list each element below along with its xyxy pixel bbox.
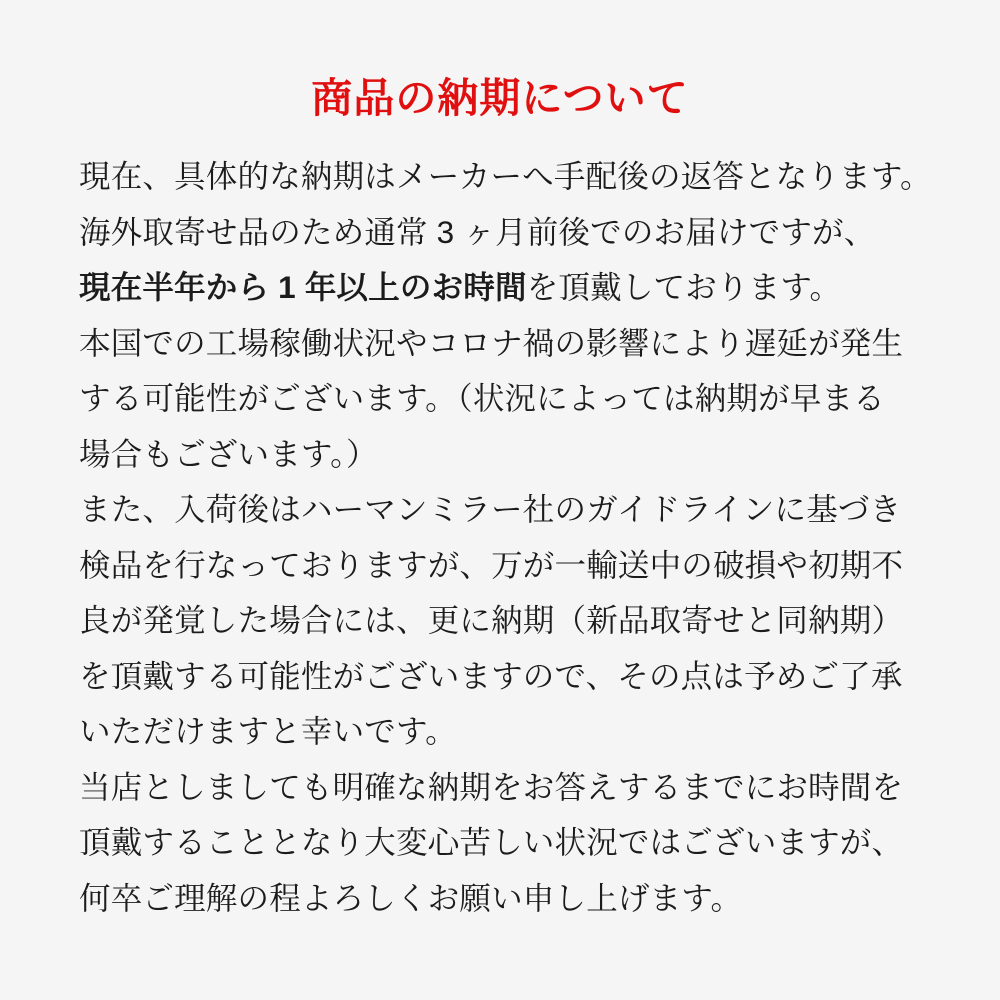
line-text: する可能性がございます。（状況によっては納期が早まる xyxy=(79,380,885,417)
line-text: を頂戴しております。 xyxy=(526,269,842,306)
notice-line-9 xyxy=(79,593,940,649)
line-text: また、入荷後はハーマンミラー社のガイドラインに基づき xyxy=(79,491,902,528)
notice-line-4 xyxy=(79,316,940,372)
notice-line-14 xyxy=(79,871,940,927)
notice-line-7 xyxy=(79,482,940,538)
line-text: 海外取寄せ品のため通常 3 ヶ月前後でのお届けですが、 xyxy=(79,213,876,250)
line-bold-text: 現在半年から 1 年以上のお時間 xyxy=(79,269,527,306)
line-text: を頂戴する可能性がございますので、その点は予めご了承 xyxy=(79,657,903,694)
notice-title: 商品の納期について xyxy=(311,75,689,121)
line-text: 場合もございます。） xyxy=(79,435,378,472)
line-text: 本国での工場稼働状況やコロナ禍の影響により遅延が発生 xyxy=(79,324,904,361)
line-text: 当店としましても明確な納期をお答えするまでにお時間を xyxy=(79,768,904,805)
line-text: 現在、具体的な納期はメーカーへ手配後の返答となります。 xyxy=(79,158,932,195)
line-text: いただけますと幸いです。 xyxy=(79,713,457,750)
notice-line-6 xyxy=(79,427,940,483)
line-text: 頂戴することとなり大変心苦しい状況ではございますが、 xyxy=(79,824,904,861)
notice-line-5 xyxy=(79,371,940,427)
line-text: 何卒ご理解の程よろしくお願い申し上げます。 xyxy=(79,879,743,916)
notice-line-2 xyxy=(79,205,940,261)
notice-line-1 xyxy=(79,149,940,205)
notice-line-12 xyxy=(79,760,940,816)
line-text: 良が発覚した場合には、更に納期（新品取寄せと同納期） xyxy=(79,602,904,639)
notice-line-10 xyxy=(79,649,940,705)
notice-line-11 xyxy=(79,704,940,760)
notice-line-3 xyxy=(79,260,940,316)
notice-body xyxy=(0,122,1000,926)
notice-line-8 xyxy=(79,538,940,594)
line-text: 検品を行なっておりますが、万が一輸送中の破損や初期不 xyxy=(79,546,904,583)
notice-line-13 xyxy=(79,815,940,871)
